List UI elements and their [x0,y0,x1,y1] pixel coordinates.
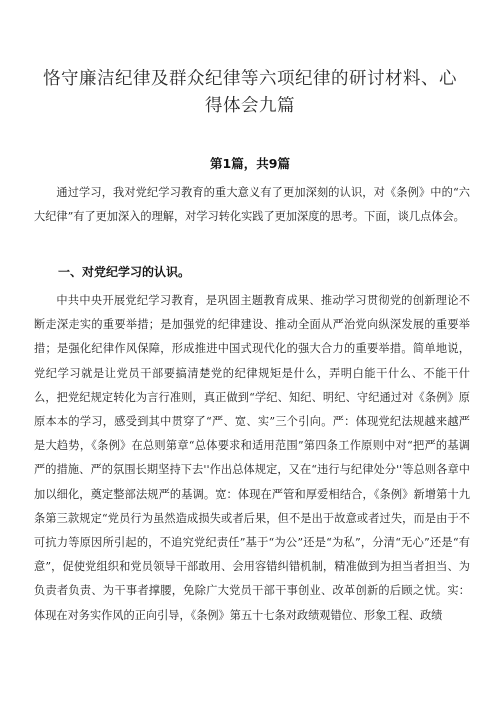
document-title: 恪守廉洁纪律及群众纪律等六项纪律的研讨材料、心得体会九篇 [43,69,457,116]
document-subtitle: 第1篇，共9篇 [210,156,290,171]
intro-paragraph: 通过学习，我对党纪学习教育的重大意义有了更加深刻的认识，对《条例》中的“六大纪律”有了更加深入的理解，对学习转化实践了更加深度的思考。下面，谈几点体会。 [34,186,470,224]
section-heading: 一、对党纪学习的认识。 [58,265,191,279]
body-paragraph: 中共中央开展党纪学习教育，是巩固主题教育成果、推动学习贯彻党的创新理论不断走深走实的重要举措；是加强党的纪律建设、推动全面从严治党向纵深发展的重要举措；是强化纪律作风保障，形成推进中国式现代化的强大合力的重要举措。简单地说，党纪学习就是让党员干部要搞清楚党的纪律规矩是什么，弄明白能干什么、不能干什么，把党纪规定转化为言行准则，真正做到“学纪、知纪、明纪、守纪通过对《条例》原原本本的学习，感受到其中贯穿了“严、宽、实”三个引向。严：体现党纪法规越来越严是大趋势，《条例》在总则第章“总体要求和适用范围”第四条工作原则中对“把严的基调严的措施、严的氛围长期坚持下去''作出总体规定，又在“违行与纪律处分''等总则各章中加以细化，奠定整部法规严的基调。宽：体现在严管和厚爱相结合，《条例》新增第十九条第三款规定“党员行为虽然造成损失或者后果，但不是出于故意或者过失，而是由于不可抗力等原因所引起的，不追究党纪责任”基于“为公”还是“为私”，分清“无心”还是“有意”，促使党组织和党员领导干部敢用、会用容错纠错机制，精准做到为担当者担当、为负责者负责、为干事者撑腰，免除广大党员干部干事创业、改革创新的后顾之忧。实：体现在对务实作风的正向引导，《条例》第五十七条对政绩观错位、形象工程、政绩 [34,294,470,622]
